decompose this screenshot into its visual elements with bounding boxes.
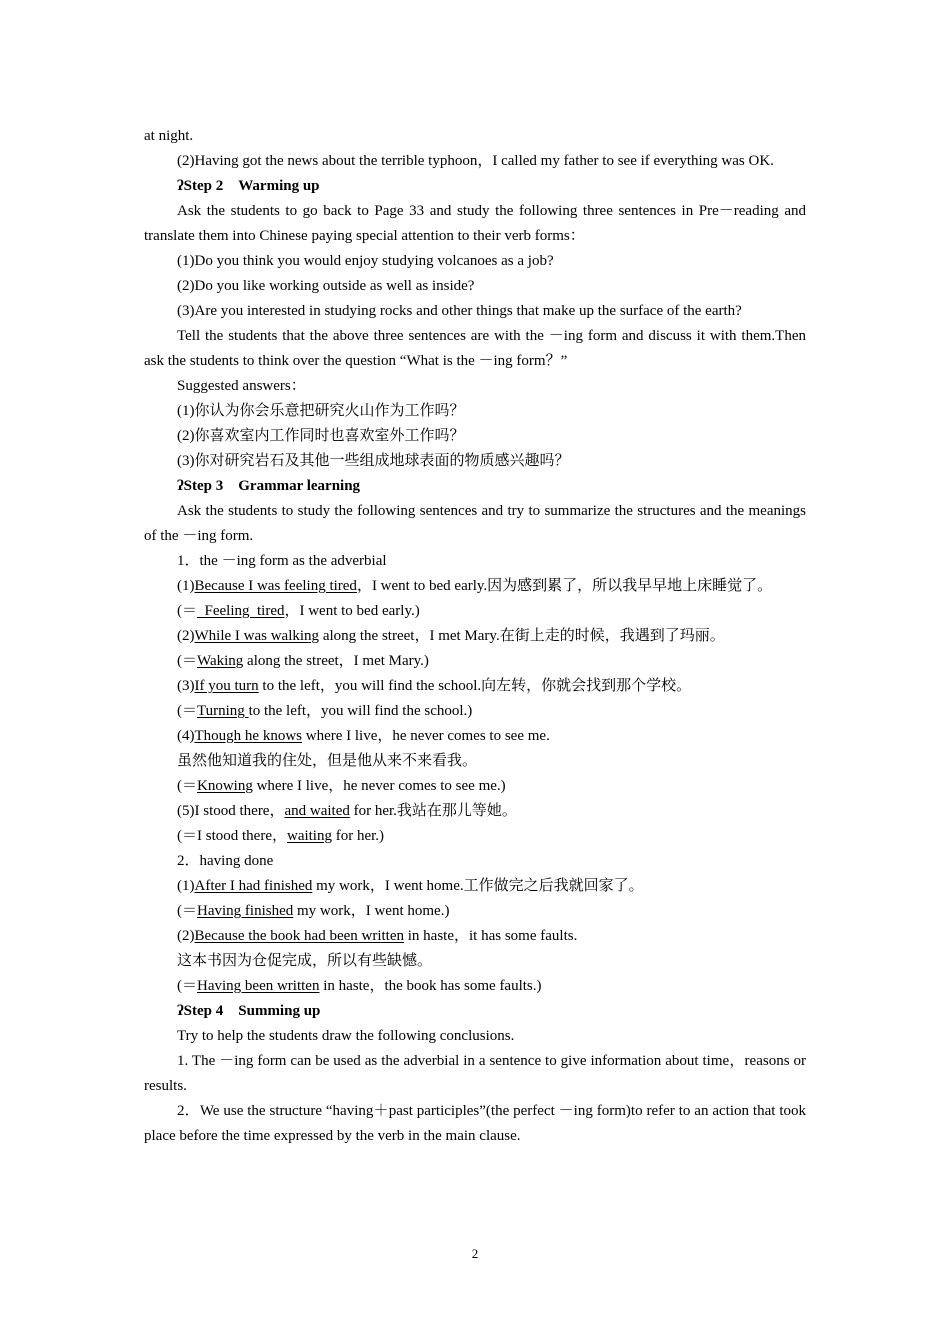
text-paragraph: Ask the students to study the following sentences and try to summarize the structures and the meanings of the －ing form. [144, 503, 806, 544]
example-sentence [144, 724, 806, 749]
page-number: 2 [471, 1246, 479, 1261]
text-span: to the left，you will find the school.向左转，你就会找到那个学校。 [258, 678, 692, 694]
text-line: Suggested answers： [177, 378, 306, 394]
translation-line: 虽然他知道我的住处，但是他从来不来看我。 [177, 753, 478, 769]
example-sentence [144, 674, 806, 699]
text-span: (1) [177, 878, 195, 894]
text-span: (＝I stood there， [177, 828, 287, 844]
text-paragraph: 1. The －ing form can be used as the adverbial in a sentence to give information about time，reasons or results. [144, 1053, 806, 1094]
example-sentence [144, 824, 806, 849]
underlined-phrase: If you turn [194, 678, 259, 694]
example-sentence [144, 774, 806, 799]
text-span: (＝ [177, 978, 197, 994]
underlined-phrase: Having been written [197, 978, 320, 994]
example-sentence [144, 899, 806, 924]
example-sentence [144, 599, 806, 624]
text-span: (3) [177, 678, 195, 694]
text-span: for her.) [331, 828, 385, 844]
step-heading [144, 999, 806, 1024]
underlined-phrase: Because I was feeling tired [194, 578, 357, 594]
text-span: (5)I stood there， [177, 803, 285, 819]
underlined-phrase: Feeling tired [197, 603, 285, 619]
text-span: (2) [177, 628, 195, 644]
text-span: my work，I went home.) [293, 903, 450, 919]
text-span: (2) [177, 928, 195, 944]
text-paragraph: Ask the students to go back to Page 33 and study the following three sentences in Pre－reading and translate them into Chinese paying special attention to their verb forms： [144, 203, 806, 244]
text-span: (＝ [177, 603, 197, 619]
text-span: (＝ [177, 703, 197, 719]
underlined-phrase: Turning [197, 703, 249, 719]
text-line: at night. [144, 128, 194, 144]
example-sentence [144, 699, 806, 724]
example-sentence [144, 874, 806, 899]
example-sentence [144, 574, 806, 599]
text-span: where I live，he never comes to see me.) [252, 778, 506, 794]
text-line: (3)你对研究岩石及其他一些组成地球表面的物质感兴趣吗？ [177, 453, 570, 469]
text-span: in haste，it has some faults. [404, 928, 578, 944]
underlined-phrase: and waited [284, 803, 350, 819]
text-span: for her.我站在那儿等她。 [349, 803, 517, 819]
underlined-phrase: Because the book had been written [194, 928, 405, 944]
document-body [144, 124, 806, 1149]
text-line: (1)你认为你会乐意把研究火山作为工作吗？ [177, 403, 465, 419]
underlined-phrase: Waking [197, 653, 244, 669]
text-span: (＝ [177, 903, 197, 919]
step-title: Step 2 Warming up [183, 178, 320, 194]
text-line: 1．the －ing form as the adverbial [177, 553, 387, 569]
text-paragraph: Tell the students that the above three sentences are with the －ing form and discuss it with them.Then ask the students to think over the question “What is the －ing form？” [144, 328, 806, 369]
underlined-phrase: Having finished [197, 903, 294, 919]
step-heading [144, 174, 806, 199]
text-line: (2)Do you like working outside as well as inside? [177, 278, 475, 294]
text-span: along the street，I met Mary.在街上走的时候，我遇到了玛丽。 [319, 628, 725, 644]
example-sentence [144, 924, 806, 949]
example-sentence [144, 974, 806, 999]
text-span: (1) [177, 578, 195, 594]
step-marker-icon: ʔ [177, 178, 184, 194]
text-span: along the street，I met Mary.) [243, 653, 429, 669]
step-heading [144, 474, 806, 499]
text-paragraph: 2．We use the structure “having＋past participles”(the perfect －ing form)to refer to an action that took place before the time expressed by the verb in the main clause. [144, 1103, 806, 1144]
text-span: (4) [177, 728, 195, 744]
step-title: Step 3 Grammar learning [183, 478, 361, 494]
text-span: my work，I went home.工作做完之后我就回家了。 [312, 878, 644, 894]
step-marker-icon: ʔ [177, 478, 184, 494]
example-sentence [144, 799, 806, 824]
underlined-phrase: After I had finished [194, 878, 313, 894]
translation-line: 这本书因为仓促完成，所以有些缺憾。 [177, 953, 433, 969]
text-paragraph: (3)Are you interested in studying rocks and other things that make up the surface of the earth? [177, 303, 742, 319]
step-title: Step 4 Summing up [183, 1003, 321, 1019]
text-line: 2．having done [177, 853, 274, 869]
text-span: (＝ [177, 778, 197, 794]
text-line: (2)你喜欢室内工作同时也喜欢室外工作吗？ [177, 428, 465, 444]
text-span: where I live，he never comes to see me. [302, 728, 550, 744]
example-sentence [144, 624, 806, 649]
text-line: (1)Do you think you would enjoy studying volcanoes as a job? [177, 253, 554, 269]
example-sentence [144, 649, 806, 674]
underlined-phrase: Though he knows [194, 728, 302, 744]
text-line: Try to help the students draw the following conclusions. [177, 1028, 515, 1044]
text-span: (＝ [177, 653, 197, 669]
text-span: in haste，the book has some faults.) [319, 978, 542, 994]
underlined-phrase: While I was walking [194, 628, 320, 644]
underlined-phrase: Knowing [197, 778, 253, 794]
text-span: ，I went to bed early.因为感到累了，所以我早早地上床睡觉了。 [356, 578, 773, 594]
text-span: ，I went to bed early.) [284, 603, 420, 619]
text-span: to the left，you will find the school.) [248, 703, 473, 719]
step-marker-icon: ʔ [177, 1003, 184, 1019]
underlined-phrase: waiting [286, 828, 332, 844]
text-paragraph: (2)Having got the news about the terrible typhoon，I called my father to see if everything was OK. [177, 153, 774, 169]
